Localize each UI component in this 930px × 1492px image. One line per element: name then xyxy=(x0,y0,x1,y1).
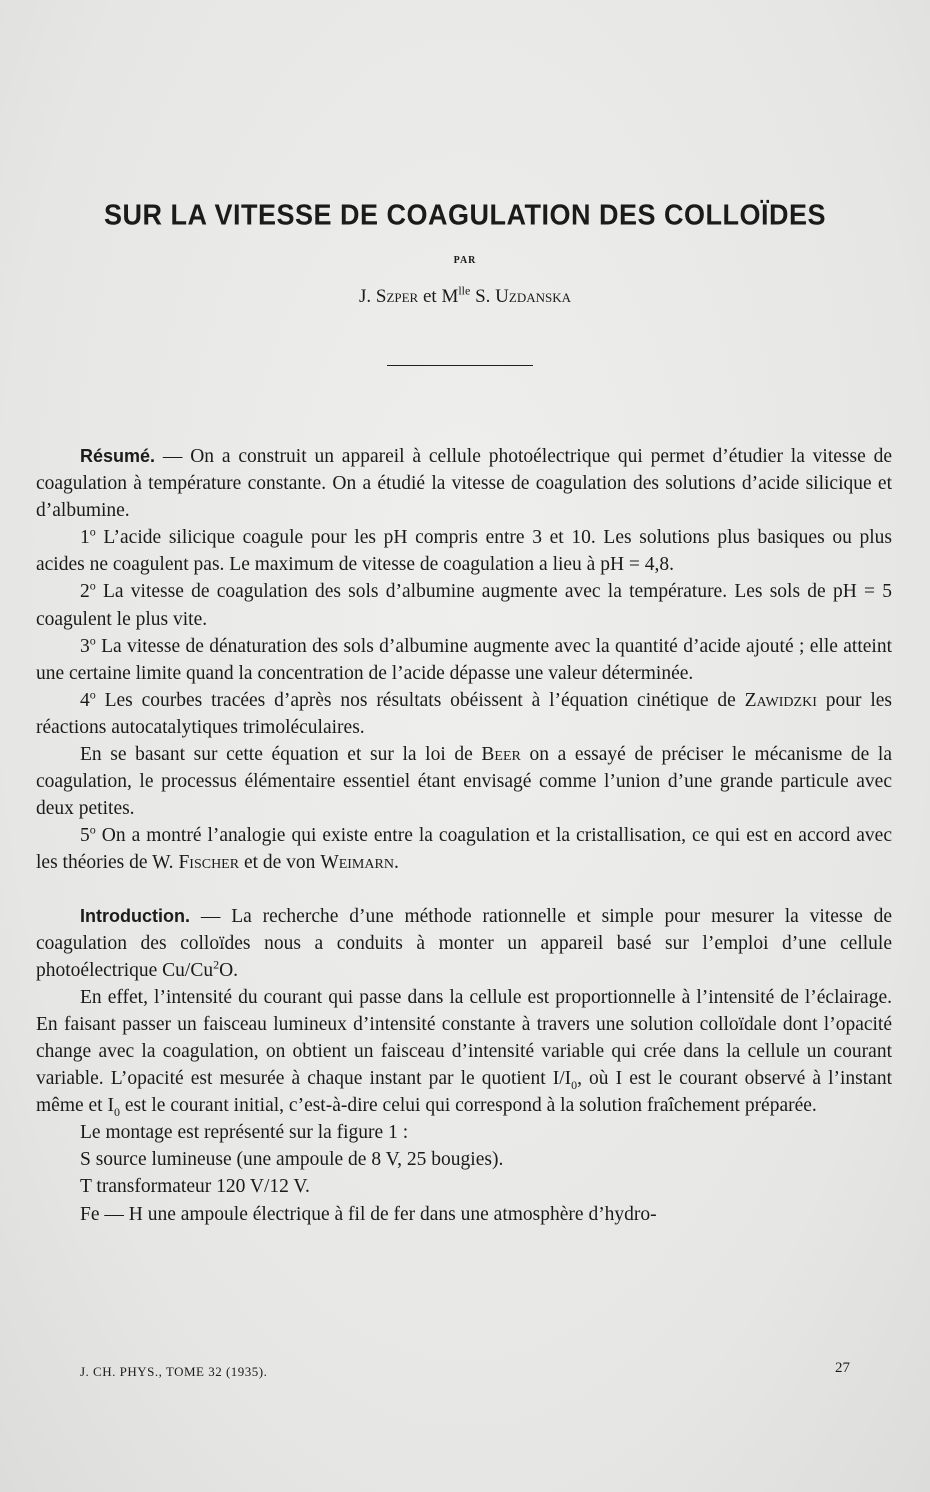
author-name: Weimarn xyxy=(320,852,394,874)
point-number: 5 xyxy=(80,825,90,847)
mlle-superscript: lle xyxy=(458,283,471,298)
introduction-line-source: S source lumineuse (une ampoule de 8 V, 25 bougies). xyxy=(80,1149,504,1171)
resume-point-4-continued xyxy=(36,741,892,822)
introduction-line-figure: Le montage est représenté sur la figure 1 : xyxy=(80,1122,409,1144)
point-number: 2 xyxy=(80,581,90,603)
resume-heading: Résumé. xyxy=(80,446,156,466)
point-text: On a montré l’analogie qui existe entre la coagulation et la cristallisation, ce qui est en accord avec les théories de W. xyxy=(36,825,892,874)
introduction-line-transformer: T transformateur 120 V/12 V. xyxy=(80,1176,310,1198)
introduction-paragraph xyxy=(36,903,892,984)
point-number: 4 xyxy=(80,689,90,711)
point-text: on a essayé de préciser le mécanisme de la coagulation, le processus élémentaire essentiel étant envisagé comme l’union d’une grande particule avec deux petites. xyxy=(36,744,892,820)
point-number: 1 xyxy=(80,527,90,549)
resume-paragraph xyxy=(36,443,892,524)
author-1-name: Szper xyxy=(375,286,419,307)
ordinal-mark: o xyxy=(89,524,96,539)
section-gap xyxy=(36,877,892,903)
point-number: 3 xyxy=(80,635,90,657)
author-name: Zawidzki xyxy=(744,689,817,711)
page-number: 27 xyxy=(835,1360,850,1376)
author-name: Beer xyxy=(481,744,521,766)
ordinal-mark: o xyxy=(89,822,96,837)
introduction-line-lamp: Fe — H une ampoule électrique à fil de fer dans une atmosphère d’hydro- xyxy=(80,1203,657,1225)
introduction-heading: Introduction. xyxy=(80,905,190,926)
resume-point-3 xyxy=(36,633,892,687)
point-text: La vitesse de dénaturation des sols d’albumine augmente avec la quantité d’acide ajouté ; elle atteint une certaine limite quand la concentration de l’acide dépasse une valeur déterminée. xyxy=(36,635,892,684)
point-text: La vitesse de coagulation des sols d’albumine augmente avec la température. Les sols de pH = 5 coagulent le plus vite. xyxy=(36,581,892,630)
resume-point-5 xyxy=(36,822,892,876)
point-text: et de von xyxy=(239,852,321,874)
introduction-paragraph-2 xyxy=(36,984,892,1119)
superscript: 2 xyxy=(213,957,220,972)
introduction-text: O. xyxy=(219,959,239,981)
author-1-initial: J. xyxy=(358,286,376,307)
ordinal-mark: o xyxy=(89,687,96,702)
point-text: L’acide silicique coagule pour les pH compris entre 3 et 10. Les solutions plus basiques ou plus acides ne coagulent pas. Le maximum de vitesse de coagulation a lieu à pH = 4,8. xyxy=(36,527,892,576)
author-2-name: Uzdanska xyxy=(495,286,572,307)
point-text: pour les réactions autocatalytiques trimoléculaires. xyxy=(36,689,892,738)
introduction-text: — La recherche d’une méthode rationnelle et simple pour mesurer la vitesse de coagulation des colloïdes nous a conduits à monter un appareil basé sur l’emploi d’une cellule photoélectrique Cu/Cu xyxy=(36,905,892,981)
article-body xyxy=(36,443,892,1228)
resume-point-2 xyxy=(36,578,892,632)
point-text: . xyxy=(393,852,399,874)
ordinal-mark: o xyxy=(89,633,96,648)
by-label: PAR xyxy=(453,255,477,266)
introduction-text: est le courant initial, c’est-à-dire celui qui correspond à la solution fraîchement préparée. xyxy=(119,1095,817,1117)
authors xyxy=(0,283,930,308)
point-text: En se basant sur cette équation et sur la loi de xyxy=(80,744,482,766)
resume-point-4 xyxy=(36,687,892,741)
authors-et: et M xyxy=(418,286,459,307)
title-divider xyxy=(387,365,533,366)
subscript: 0 xyxy=(571,1077,578,1092)
journal-reference: J. CH. PHYS., TOME 32 (1935). xyxy=(80,1364,268,1379)
ordinal-mark: o xyxy=(89,578,96,593)
subscript: 0 xyxy=(113,1105,120,1120)
article-title: SUR LA VITESSE DE COAGULATION DES COLLOÏDES xyxy=(103,199,827,231)
introduction-text: , où I est le courant observé à l’instant même et I xyxy=(36,1068,892,1117)
resume-point-1 xyxy=(36,524,892,578)
author-2-initial: S. xyxy=(470,286,496,307)
author-name: Fischer xyxy=(178,852,240,874)
resume-text: — On a construit un appareil à cellule photoélectrique qui permet d’étudier la vitesse de coagulation à température constante. On a étudié la vitesse de coagulation des solutions d’acide silicique et d’albumine. xyxy=(36,446,892,522)
point-text: Les courbes tracées d’après nos résultats obéissent à l’équation cinétique de xyxy=(95,689,745,711)
introduction-text: En effet, l’intensité du courant qui passe dans la cellule est proportionnelle à l’intensité de l’éclairage. En faisant passer un faisceau lumineux d’intensité constante à travers une solution colloïdale dont l’opacité change avec la coagulation, on obtient un faisceau d’intensité variable qui crée dans la cellule un courant variable. L’opacité est mesurée à chaque instant par le quotient I/I xyxy=(36,986,892,1090)
